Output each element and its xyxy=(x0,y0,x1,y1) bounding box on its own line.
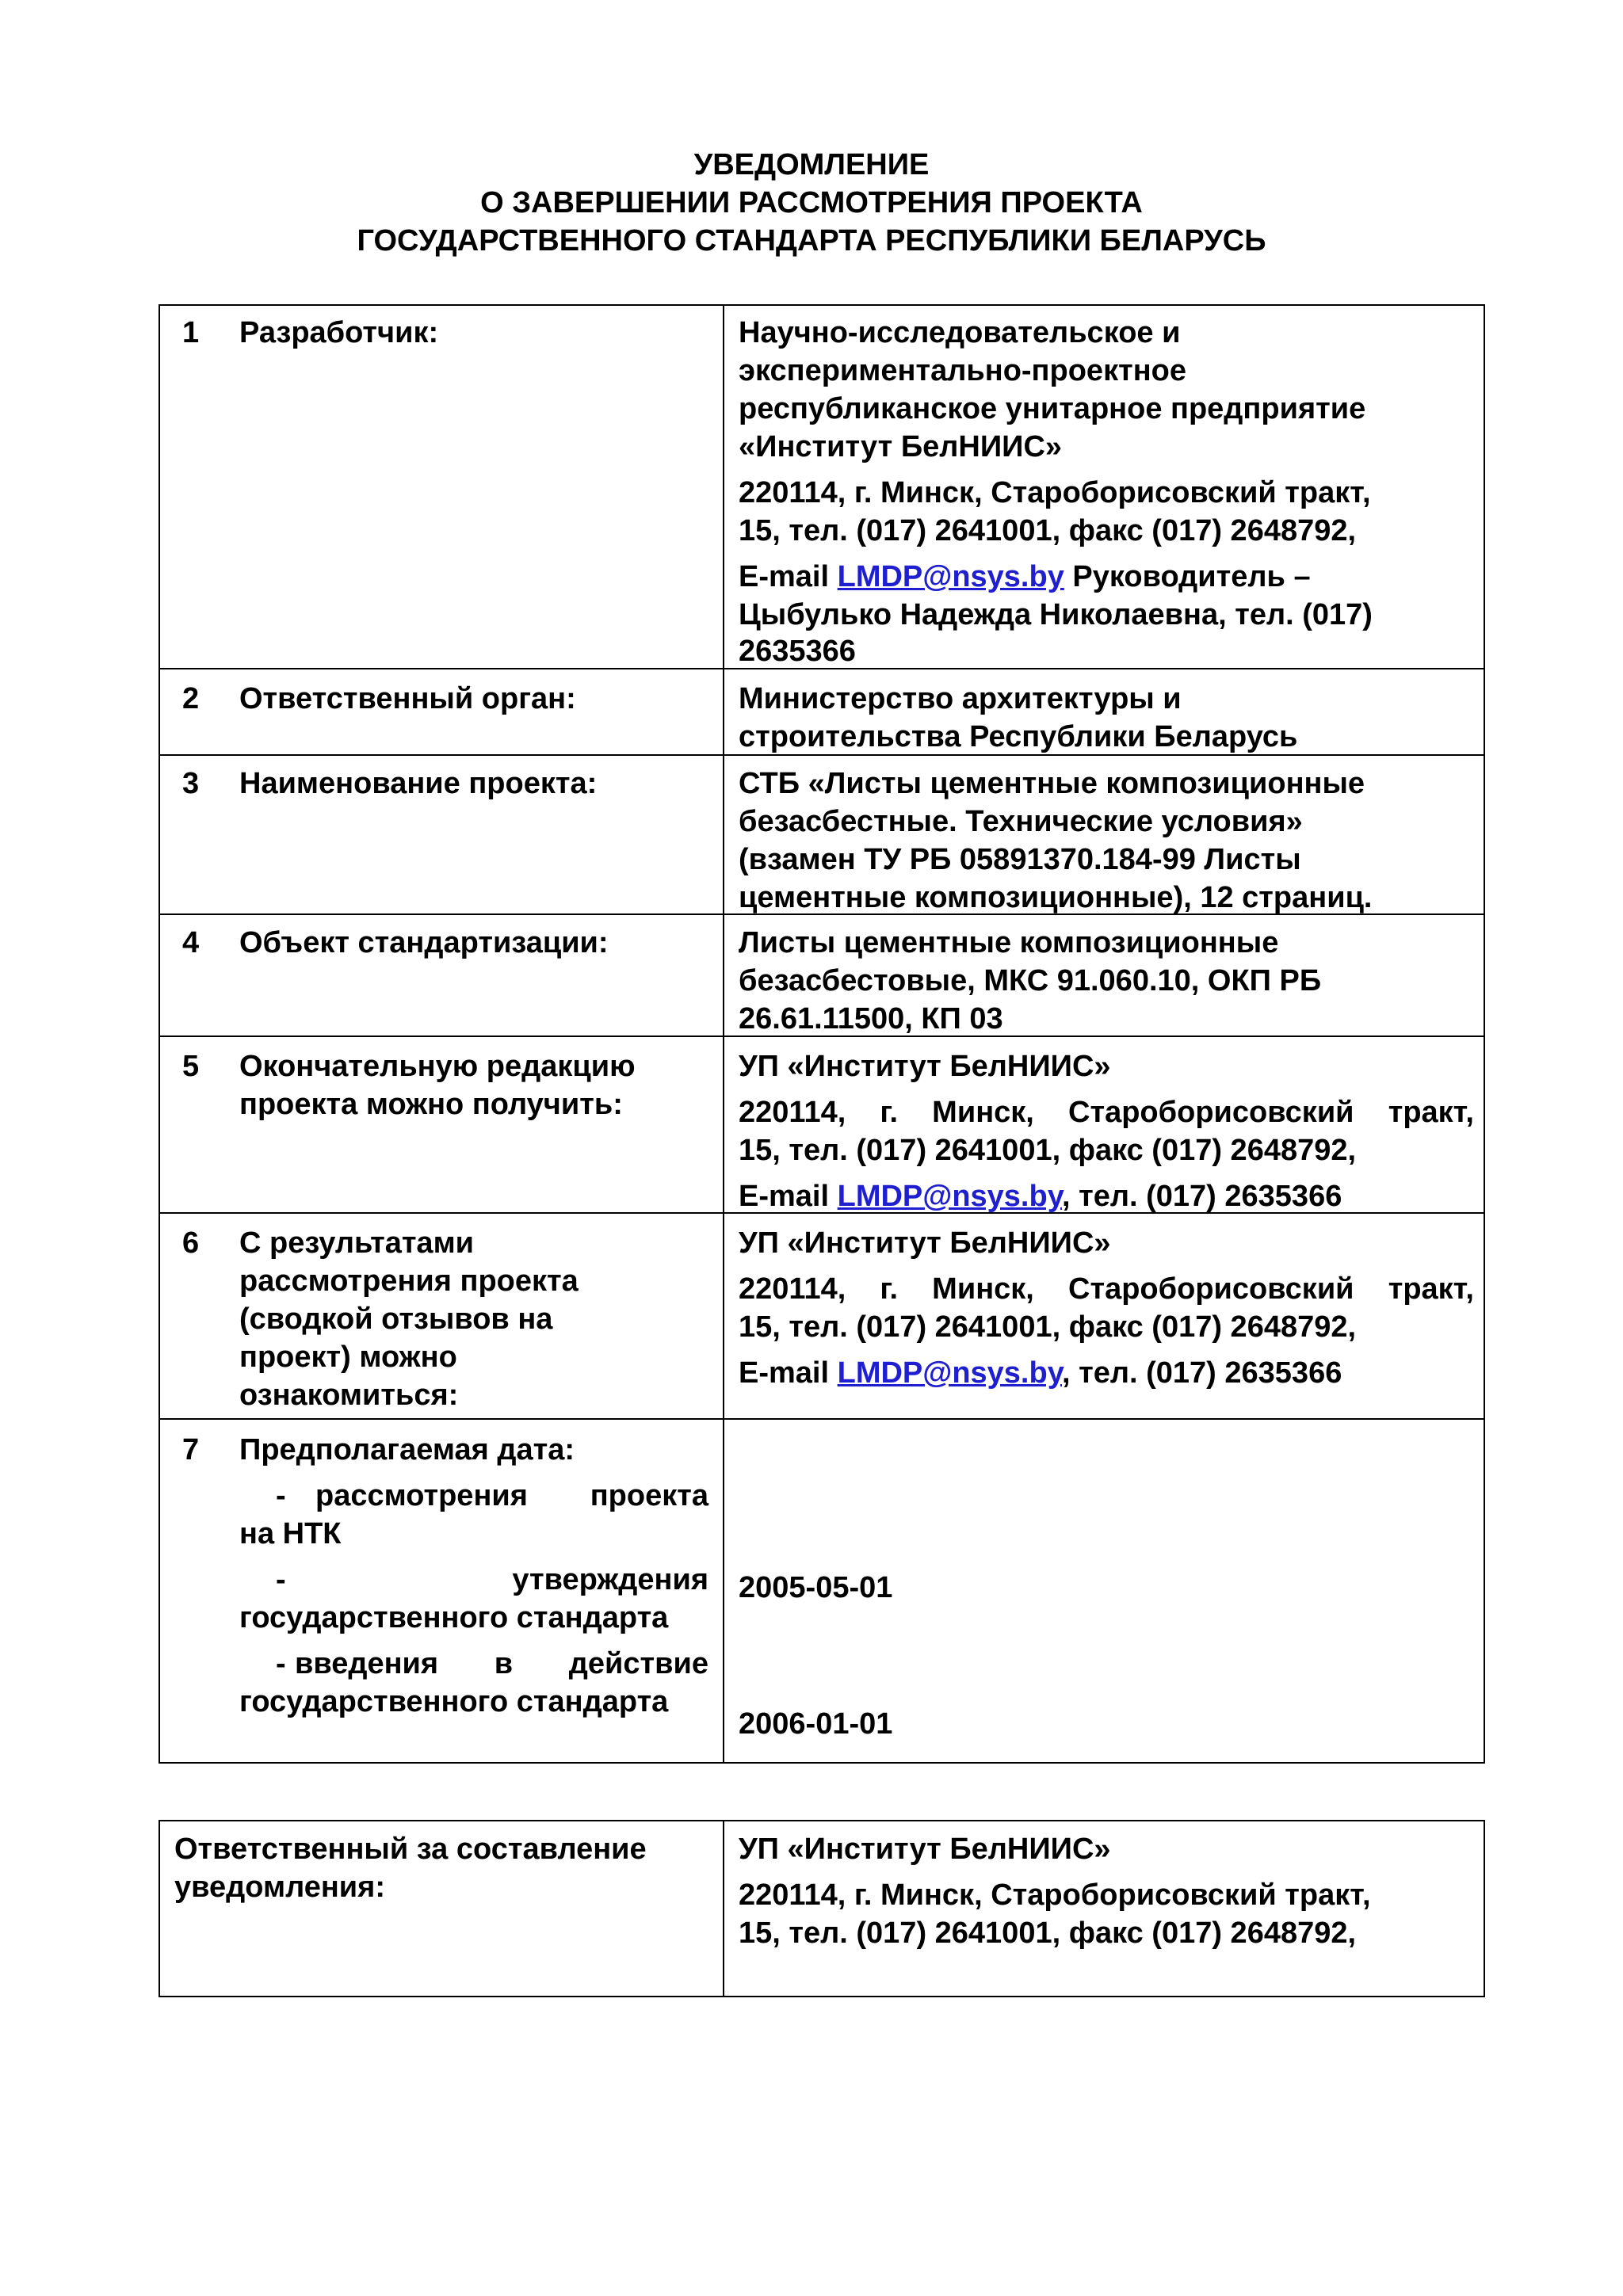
address-line: 15, тел. (017) 2641001, факс (017) 2648792, xyxy=(739,1134,1357,1167)
value-line: (взамен ТУ РБ 05891370.184-99 Листы xyxy=(739,843,1301,876)
list-item-text: рассмотрения проекта xyxy=(315,1479,708,1512)
table-border-right xyxy=(1484,304,1485,1764)
approval-date: 2005-05-01 xyxy=(739,1571,893,1604)
footer-label: Ответственный за составление xyxy=(174,1833,647,1866)
email-line xyxy=(739,558,1311,596)
row-label: Объект стандартизации: xyxy=(239,926,609,959)
list-item-text: государственного стандарта xyxy=(239,1685,669,1718)
value-line: Цыбулько Надежда Николаевна, тел. (017) xyxy=(739,598,1373,631)
list-item-text: введения в действие xyxy=(295,1647,708,1680)
email-link[interactable]: LMDP@nsys.by xyxy=(837,560,1064,593)
list-item-text: утверждения xyxy=(512,1563,708,1596)
email-prefix: E-mail xyxy=(739,560,838,593)
document-title xyxy=(0,146,1623,260)
address-line: 220114, г. Минск, Староборисовский тракт, xyxy=(739,476,1371,509)
column-divider xyxy=(723,1820,724,1997)
email-prefix: E-mail xyxy=(739,1356,838,1390)
value-line: «Институт БелНИИС» xyxy=(739,430,1063,463)
effective-date: 2006-01-01 xyxy=(739,1707,893,1741)
email-prefix: E-mail xyxy=(739,1180,838,1213)
table-border-bottom xyxy=(158,1996,1485,1997)
value-line: Научно-исследовательское и xyxy=(739,316,1181,349)
row-number: 2 xyxy=(182,682,200,715)
email-suffix: Руководитель – xyxy=(1064,560,1311,593)
address-line: 15, тел. (017) 2641001, факс (017) 2648792, xyxy=(739,1310,1357,1344)
row-number: 1 xyxy=(182,316,200,349)
value-line: республиканское унитарное предприятие xyxy=(739,392,1366,425)
list-dash: - xyxy=(276,1479,286,1512)
row-label: ознакомиться: xyxy=(239,1379,459,1412)
row-label: проекта можно получить: xyxy=(239,1088,623,1121)
address-line: 220114, г. Минск, Староборисовский тракт, xyxy=(739,1272,1474,1306)
value-line: 2635366 xyxy=(739,635,856,668)
table-border-left xyxy=(158,1820,160,1997)
row-number: 4 xyxy=(182,926,200,959)
row-number: 3 xyxy=(182,767,200,800)
footer-label: уведомления: xyxy=(174,1871,385,1904)
row-divider xyxy=(158,1418,1485,1420)
title-line-2: О ЗАВЕРШЕНИИ РАССМОТРЕНИЯ ПРОЕКТА xyxy=(480,186,1143,219)
address-line: 220114, г. Минск, Староборисовский тракт, xyxy=(739,1096,1474,1129)
row-label: Предполагаемая дата: xyxy=(239,1433,575,1466)
row-label: проект) можно xyxy=(239,1341,457,1374)
value-line: 26.61.11500, КП 03 xyxy=(739,1002,1003,1035)
value-line: безасбестные. Технические условия» xyxy=(739,805,1303,838)
row-number: 7 xyxy=(182,1433,200,1466)
table-border-top xyxy=(158,304,1485,306)
row-label: Наименование проекта: xyxy=(239,767,598,800)
organization-name: УП «Институт БелНИИС» xyxy=(739,1050,1111,1083)
list-item-text: государственного стандарта xyxy=(239,1601,669,1634)
row-label: Ответственный орган: xyxy=(239,682,576,715)
organization-name: УП «Институт БелНИИС» xyxy=(739,1226,1111,1260)
email-link[interactable]: LMDP@nsys.by xyxy=(837,1180,1063,1213)
column-divider xyxy=(723,304,724,1764)
email-suffix: , тел. (017) 2635366 xyxy=(1062,1356,1342,1390)
email-link[interactable]: LMDP@nsys.by xyxy=(837,1356,1063,1390)
value-line: безасбестовые, МКС 91.060.10, ОКП РБ xyxy=(739,964,1322,997)
row-label: рассмотрения проекта xyxy=(239,1264,579,1298)
table-border-top xyxy=(158,1820,1485,1821)
table-border-left xyxy=(158,304,160,1764)
table-border-right xyxy=(1484,1820,1485,1997)
address-line: 220114, г. Минск, Староборисовский тракт, xyxy=(739,1878,1371,1912)
row-label: Окончательную редакцию xyxy=(239,1050,636,1083)
value-line: экспериментально-проектное xyxy=(739,354,1186,387)
row-number: 5 xyxy=(182,1050,200,1083)
value-line: Листы цементные композиционные xyxy=(739,926,1279,959)
title-line-3: ГОСУДАРСТВЕННОГО СТАНДАРТА РЕСПУБЛИКИ БЕЛАРУСЬ xyxy=(357,224,1266,257)
organization-name: УП «Институт БелНИИС» xyxy=(739,1833,1111,1866)
row-number: 6 xyxy=(182,1226,200,1260)
value-line: СТБ «Листы цементные композиционные xyxy=(739,767,1365,800)
value-line: Министерство архитектуры и xyxy=(739,682,1182,715)
list-item-text: на НТК xyxy=(239,1517,342,1550)
table-border-bottom xyxy=(158,1762,1485,1764)
list-dash: - xyxy=(276,1647,286,1680)
row-label: (сводкой отзывов на xyxy=(239,1302,553,1336)
row-label: С результатами xyxy=(239,1226,475,1260)
title-line-1: УВЕДОМЛЕНИЕ xyxy=(693,148,930,181)
value-line: цементные композиционные), 12 страниц. xyxy=(739,881,1373,914)
list-dash: - xyxy=(276,1563,286,1596)
email-suffix: , тел. (017) 2635366 xyxy=(1062,1180,1342,1213)
email-line xyxy=(739,1354,1342,1392)
email-line xyxy=(739,1177,1342,1215)
row-label: Разработчик: xyxy=(239,316,439,349)
address-line: 15, тел. (017) 2641001, факс (017) 2648792, xyxy=(739,1917,1357,1950)
address-line: 15, тел. (017) 2641001, факс (017) 2648792, xyxy=(739,514,1357,547)
value-line: строительства Республики Беларусь xyxy=(739,720,1298,753)
